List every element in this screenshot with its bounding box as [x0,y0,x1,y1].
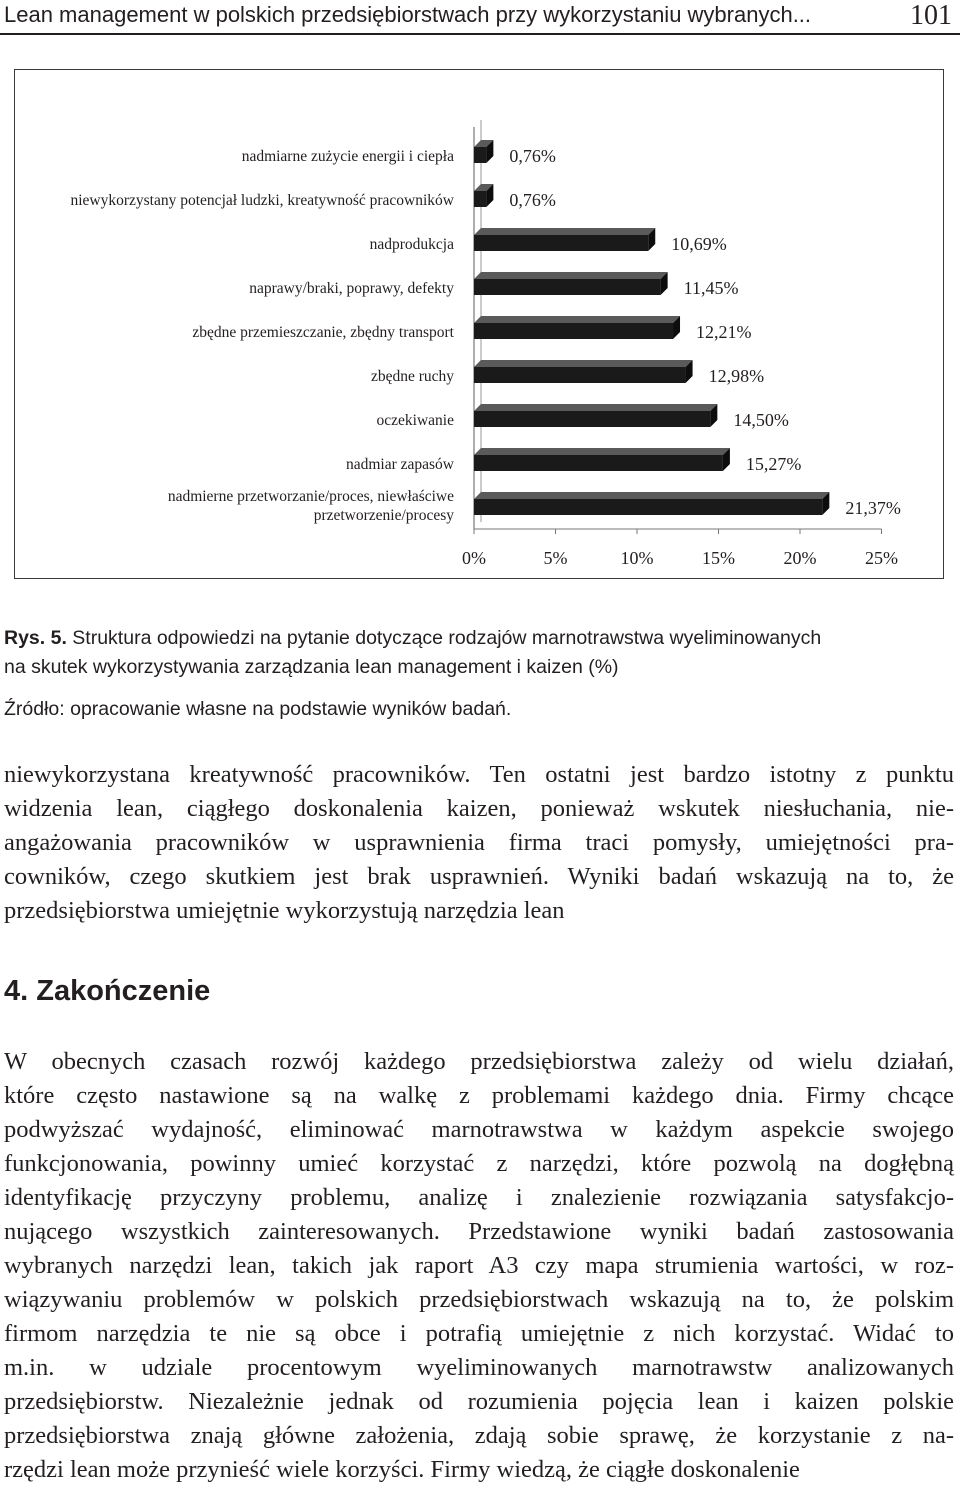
bar-top-face [474,228,655,235]
x-tick-label: 10% [620,548,654,568]
value-label: 0,76% [509,190,556,210]
category-label: naprawy/braki, poprawy, defekty [249,280,454,297]
category-label: nadprodukcja [369,236,454,253]
figure-caption [4,624,954,682]
category-label: niewykorzystany potencjał ludzki, kreatywność pracowników [70,192,454,209]
bar [474,279,661,295]
page-header [0,0,960,36]
bar-top-face [474,448,730,455]
text-line: angażowania pracowników w usprawnienia firma traci pomysły, umiejętności pra- [4,829,954,856]
text-line: przedsiębiorstw. Niezależnie jednak od rozumienia pojęcia lean i kaizen polskie [4,1388,954,1415]
paragraph-1 [4,758,954,928]
text-line: widzenia lean, ciągłego doskonalenia kaizen, ponieważ wskutek niesłuchania, nie- [4,795,954,822]
figure-source: Źródło: opracowanie własne na podstawie wyników badań. [4,698,512,720]
x-tick-label: 25% [865,548,898,568]
category-label: zbędne przemieszczanie, zbędny transport [192,324,454,341]
text-line: cowników, czego skutkiem jest brak usprawnień. Wyniki badań wskazują na to, że [4,863,954,890]
caption-text-line2: na skutek wykorzystywania zarządzania lean management i kaizen (%) [4,656,619,678]
text-line: przedsiębiorstwa umiejętnie wykorzystują narzędzia lean [4,897,565,924]
text-line: identyfikację przyczyny problemu, analizę i znalezienie rozwiązania satysfakcjo- [4,1184,954,1211]
value-label: 21,37% [845,498,901,518]
text-line: rzędzi lean może przynieść wiele korzyści. Firmy wiedzą, że ciągłe doskonalenie [4,1456,800,1483]
value-label: 0,76% [509,146,556,166]
category-label: przetworzenie/procesy [313,507,454,524]
bar-chart [15,70,943,578]
section-heading: 4. Zakończenie [4,975,211,1007]
category-label: oczekiwanie [376,412,454,429]
figure-frame [14,69,944,579]
bar-top-face [474,272,668,279]
category-label: nadmiar zapasów [345,456,454,473]
bar-top-face [474,316,680,323]
text-line: funkcjonowania, powinny umieć korzystać z narzędzi, które pozwolą na dogłębną [4,1150,954,1177]
value-label: 12,98% [708,366,765,386]
x-tick-label: 20% [783,548,817,568]
category-label: nadmiarne zużycie energii i ciepła [241,148,454,165]
bar [474,455,723,471]
paragraph-2 [4,1045,954,1487]
bar-top-face [474,492,829,499]
bar [474,411,710,427]
bar [474,235,648,251]
text-line: firmom narzędzia te nie są obce i potrafią umiejętnie z nich korzystać. Widać to [4,1320,954,1347]
bar [474,499,822,515]
page-number: 101 [910,0,952,31]
value-label: 11,45% [683,278,739,298]
bar [474,191,486,207]
x-tick-label: 5% [543,548,568,568]
caption-text-line1: Struktura odpowiedzi na pytanie dotyczące rodzajów marnotrawstwa wyeliminowanych [72,627,822,649]
text-line: podwyższać wydajność, eliminować marnotrawstwa w każdym aspekcie swojego [4,1116,954,1143]
text-line: niewykorzystana kreatywność pracowników. Ten ostatni jest bardzo istotny z punktu [4,761,954,788]
value-label: 15,27% [745,454,802,474]
running-title: Lean management w polskich przedsiębiorstwach przy wykorzystaniu wybranych... [4,2,812,27]
text-line: wybranych narzędzi lean, takich jak raport A3 czy mapa strumienia wartości, w roz- [4,1252,954,1279]
bar [474,323,673,339]
bar-top-face [474,360,693,367]
bar [474,367,686,383]
bar [474,147,486,163]
caption-label: Rys. 5. [4,627,67,649]
category-label: nadmierne przetworzanie/proces, niewłaściwe [167,488,454,505]
text-line: nującego wszystkich zainteresowanych. Przedstawione wyniki badań zastosowania [4,1218,954,1245]
value-label: 14,50% [733,410,789,430]
text-line: W obecnych czasach rozwój każdego przedsiębiorstwa zależy od wielu działań, [4,1048,954,1075]
text-line: przedsiębiorstwa znają główne założenia, zdają sobie sprawę, że korzystanie z na- [4,1422,954,1449]
text-line: które często nastawione są na walkę z problemami każdego dnia. Firmy chcące [4,1082,954,1109]
category-label: zbędne ruchy [370,368,454,385]
text-line: m.in. w udziale procentowym wyeliminowanych marnotrawstw analizowanych [4,1354,954,1381]
header-rule [0,33,960,35]
value-label: 10,69% [671,234,727,254]
value-label: 12,21% [696,322,752,342]
x-tick-label: 0% [462,548,486,568]
bar-top-face [474,404,717,411]
text-line: wiązywaniu problemów w polskich przedsiębiorstwach wskazują na to, że polskim [4,1286,954,1313]
x-tick-label: 15% [702,548,735,568]
